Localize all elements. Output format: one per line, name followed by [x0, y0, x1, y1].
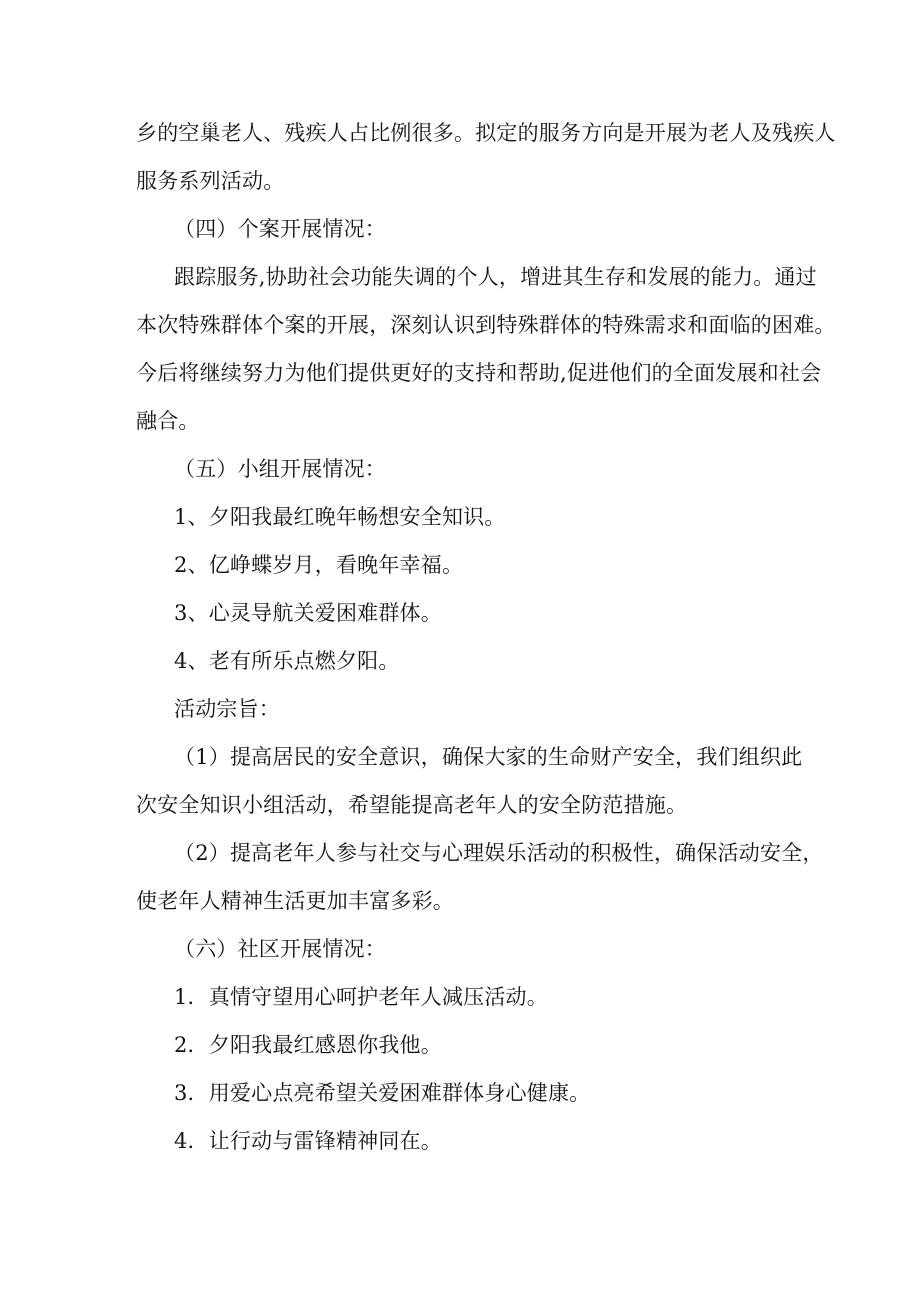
list-item: 4．让行动与雷锋精神同在。	[174, 1129, 442, 1153]
list-item: 3．用爱心点亮希望关爱困难群体身心健康。	[174, 1081, 591, 1105]
paragraph-line: 次安全知识小组活动，希望能提高老年人的安全防范措施。	[136, 793, 688, 817]
paragraph-line: 乡的空巢老人、残疾人占比例很多。拟定的服务方向是开展为老人及残疾人	[136, 121, 836, 145]
paragraph-line: 跟踪服务,协助社会功能失调的个人，增进其生存和发展的能力。通过	[174, 265, 817, 289]
paragraph-line: 融合。	[136, 409, 200, 433]
list-item: 2．夕阳我最红感恩你我他。	[174, 1033, 442, 1057]
list-item: 4、老有所乐点燃夕阳。	[174, 649, 400, 673]
purpose-label: 活动宗旨：	[174, 697, 280, 721]
paragraph-line: 今后将继续努力为他们提供更好的支持和帮助,促进他们的全面发展和社会	[136, 361, 822, 385]
section-heading-6: （六）社区开展情况：	[174, 937, 386, 961]
list-item: 2、亿峥蝶岁月，看晚年幸福。	[174, 553, 464, 577]
paragraph-line: （2）提高老年人参与社交与心理娱乐活动的积极性，确保活动安全，	[174, 841, 824, 865]
list-item: 3、心灵导航关爱困难群体。	[174, 601, 442, 625]
list-item: 1、夕阳我最红晚年畅想安全知识。	[174, 505, 506, 529]
paragraph-line: 本次特殊群体个案的开展，深刻认识到特殊群体的特殊需求和面临的困难。	[136, 313, 836, 337]
paragraph-line: 服务系列活动。	[136, 169, 285, 193]
list-item: 1．真情守望用心呵护老年人减压活动。	[174, 985, 548, 1009]
section-heading-4: （四）个案开展情况：	[174, 217, 386, 241]
section-heading-5: （五）小组开展情况：	[174, 457, 386, 481]
paragraph-line: （1）提高居民的安全意识，确保大家的生命财产安全，我们组织此	[174, 745, 803, 769]
paragraph-line: 使老年人精神生活更加丰富多彩。	[136, 889, 454, 913]
